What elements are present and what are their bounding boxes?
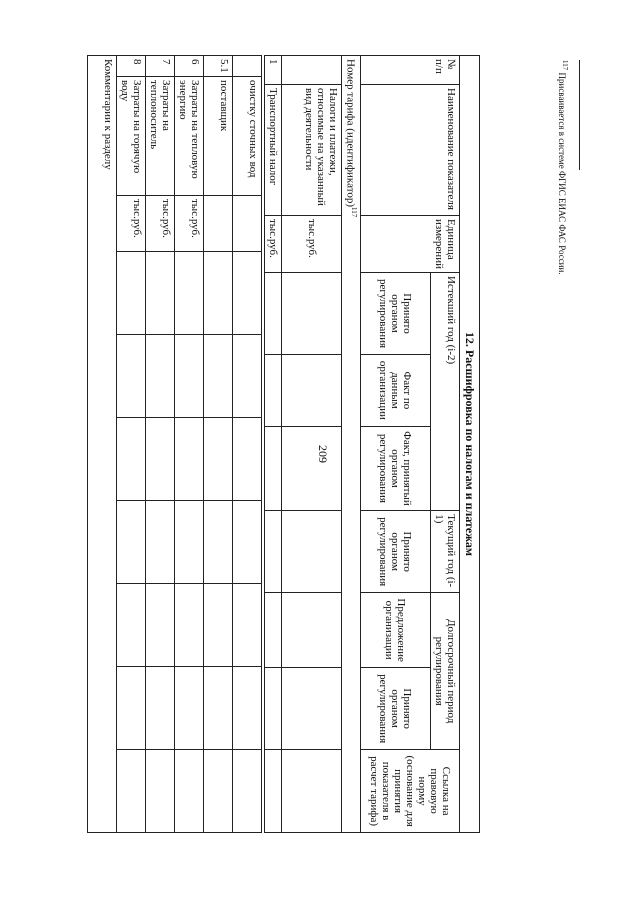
table-row [146, 56, 175, 833]
row-number: 6 [175, 56, 204, 77]
table-row [265, 56, 282, 833]
row-unit: тыс.руб. [117, 196, 146, 252]
table-row [233, 56, 262, 833]
row-number: 7 [146, 56, 175, 77]
subheader-current-accepted: Принято органом регулирования [361, 511, 431, 593]
row-unit [233, 196, 262, 252]
row-unit: тыс.руб. [175, 196, 204, 252]
page-number: 209 [316, 445, 331, 463]
subheader-accepted: Принято органом регулирования [361, 273, 431, 355]
row-name: Затраты на горячую воду [117, 77, 146, 196]
row-name: Затраты на тепловую энергию [175, 77, 204, 196]
row-name: Налоги и платежи, относимые на указанный вид деятельности [282, 85, 342, 216]
taxes-table [264, 55, 480, 833]
row-number: 5.1 [204, 56, 233, 77]
header-expired-year: Истекший год (i-2) [431, 273, 460, 511]
subheader-long-accepted: Принято органом регулирования [361, 668, 431, 750]
header-reference: Ссылка на правовую норму (основание для принятия показателя в расчет тарифа) [361, 750, 460, 833]
row-number: 1 [265, 56, 282, 85]
footnote-mark: 117 [561, 60, 569, 71]
row-number: 8 [117, 56, 146, 77]
table-title: 12. Расшифровка по налогам и платежам [460, 56, 480, 833]
subheader-fact-org: Факт по данным организации [361, 355, 431, 427]
footnote-ref: 117 [350, 207, 358, 218]
row-unit [204, 196, 233, 252]
subheader-org-proposal: Предложение организации [361, 593, 431, 668]
row-name: поставщик [204, 77, 233, 196]
costs-table [87, 55, 262, 833]
row-number [282, 56, 342, 85]
tariff-label: Номер тарифа (идентификатор) [344, 59, 357, 208]
header-long-term: Долгосрочный период регулирования [431, 593, 460, 750]
header-name: Наименование показателя [361, 85, 460, 216]
table-row [88, 56, 117, 833]
subheader-fact-accepted: Факт, принятый органом регулирования [361, 426, 431, 510]
header-num: № п/п [361, 56, 460, 85]
row-name: Затраты на теплоноситель [146, 77, 175, 196]
header-unit: Единица измерений [361, 216, 460, 273]
table-row [175, 56, 204, 833]
footnote [557, 60, 569, 275]
row-name: Транспортный налог [265, 85, 282, 216]
table-row [117, 56, 146, 833]
section-comment: Комментарии к разделу [88, 56, 117, 833]
footnote-text: Присваивается в системе ФГИС ЕИАС ФАС России. [557, 72, 567, 275]
table-row [204, 56, 233, 833]
header-current-year: Текущий год (i-1) [431, 511, 460, 593]
tariff-row [342, 56, 361, 833]
row-name: очистку сточных вод [233, 77, 262, 196]
footnote-divider [579, 60, 580, 170]
table-row [282, 56, 342, 833]
row-unit: тыс.руб. [146, 196, 175, 252]
row-number [233, 56, 262, 77]
row-unit: тыс.руб. [265, 216, 282, 273]
row-unit: тыс.руб. [282, 216, 342, 273]
